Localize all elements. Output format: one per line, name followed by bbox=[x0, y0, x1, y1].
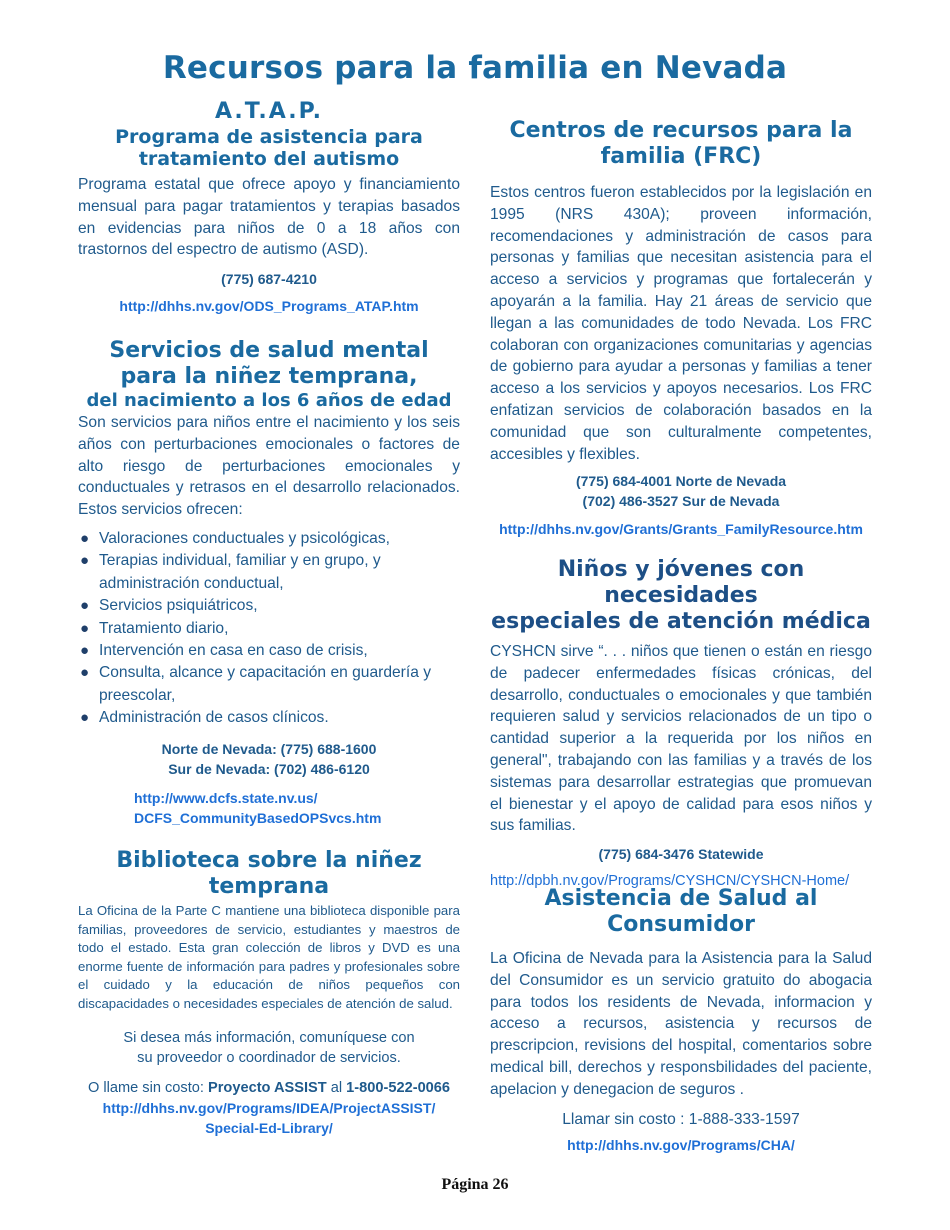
list-item: ● Intervención en casa en caso de crisis, bbox=[78, 640, 460, 662]
bullet-icon: ● bbox=[80, 529, 90, 547]
library-call-line bbox=[78, 1078, 460, 1099]
atap-description: Programa estatal que ofrece apoyo y financiamiento mensual para pagar tratamientos y terapias basados en evidencias para niños de 0 a 18 años con trastornos del espectro de autismo (ASD). bbox=[78, 176, 460, 259]
list-item: ● Tratamiento diario, bbox=[78, 618, 460, 640]
bullet-icon: ● bbox=[80, 619, 90, 637]
frc-section bbox=[490, 118, 872, 539]
cha-heading-1: Asistencia de Salud al bbox=[544, 886, 818, 911]
atap-heading: A.T.A.P. bbox=[214, 99, 324, 124]
library-call-prefix: O llame sin costo: bbox=[87, 1079, 209, 1096]
atap-section bbox=[78, 98, 460, 316]
cyshcn-heading-2: especiales de atención médica bbox=[491, 609, 871, 634]
library-section bbox=[78, 848, 460, 1138]
library-link[interactable] bbox=[78, 1098, 460, 1138]
mental-health-link-line-1[interactable]: http://www.dcfs.state.nv.us/ bbox=[134, 789, 318, 806]
mental-health-heading-2: para la niñez temprana, bbox=[120, 364, 418, 389]
atap-link[interactable]: http://dhhs.nv.gov/ODS_Programs_ATAP.htm bbox=[119, 298, 419, 315]
cha-section bbox=[490, 886, 872, 1155]
atap-phone: (775) 687-4210 bbox=[221, 271, 317, 288]
cyshcn-section bbox=[490, 557, 872, 891]
library-info-line-2: su proveedor o coordinador de servicios. bbox=[137, 1050, 401, 1067]
library-link-line-1[interactable]: http://dhhs.nv.gov/Programs/IDEA/ProjectASSIST/ bbox=[102, 1100, 436, 1117]
cha-description: La Oficina de Nevada para la Asistencia para la Salud del Consumidor es un servicio gratuito do abogacia para todos los residents de Nevada, informacion y acceso a recursos, asistencia y recursos de prescripcion, revisions del hospital, comentarios sobre medical bill, derechos y responsbilidades del paciente, apelacion y denegacion de seguros . bbox=[490, 950, 872, 1098]
page-title: Recursos para la familia en Nevada bbox=[162, 50, 788, 86]
mental-health-phone-north: Norte de Nevada: (775) 688-1600 bbox=[161, 740, 377, 757]
mental-health-description: Son servicios para niños entre el nacimiento y los seis años con perturbaciones emocionales o factores de alto riesgo de perturbaciones emocionales y conductuales y retrasos en el desarrollo relacionados. Estos servicios ofrecen: bbox=[78, 414, 460, 519]
atap-subheading-2: tratamiento del autismo bbox=[138, 148, 400, 170]
cha-heading-2: Consumidor bbox=[607, 912, 755, 937]
frc-link[interactable]: http://dhhs.nv.gov/Grants/Grants_FamilyResource.htm bbox=[499, 521, 863, 538]
frc-heading-2: familia (FRC) bbox=[600, 144, 762, 169]
library-link-line-2[interactable]: Special-Ed-Library/ bbox=[205, 1120, 333, 1137]
cha-phone: Llamar sin costo : 1-888-333-1597 bbox=[562, 1110, 800, 1128]
library-info bbox=[78, 1028, 460, 1069]
list-item: ● Administración de casos clínicos. bbox=[78, 707, 460, 729]
bullet-icon: ● bbox=[80, 597, 90, 615]
bullet-icon: ● bbox=[80, 552, 90, 570]
mental-health-section bbox=[78, 338, 460, 828]
bullet-icon: ● bbox=[80, 709, 90, 727]
library-call-number: 1-800-522-0066 bbox=[346, 1079, 451, 1096]
cyshcn-heading-1: Niños y jóvenes con necesidades bbox=[557, 557, 805, 608]
mental-health-link[interactable] bbox=[134, 788, 460, 828]
cha-link[interactable]: http://dhhs.nv.gov/Programs/CHA/ bbox=[567, 1136, 795, 1153]
list-item: ● Terapias individual, familiar y en grupo, y administración conductual, bbox=[80, 552, 381, 592]
mental-health-link-line-2[interactable]: DCFS_CommunityBasedOPSvcs.htm bbox=[134, 809, 382, 826]
mental-health-heading-3: del nacimiento a los 6 años de edad bbox=[86, 390, 452, 411]
list-item: ● Servicios psiquiátricos, bbox=[78, 595, 460, 617]
library-info-line-1: Si desea más información, comuníquese con bbox=[123, 1029, 415, 1046]
mental-health-services-list bbox=[78, 528, 460, 730]
mental-health-heading-1: Servicios de salud mental bbox=[109, 338, 429, 363]
list-item: ● Valoraciones conductuales y psicológicas, bbox=[78, 528, 460, 550]
list-item: ● Consulta, alcance y capacitación en guardería y preescolar, bbox=[80, 664, 431, 704]
cyshcn-link[interactable]: http://dpbh.nv.gov/Programs/CYSHCN/CYSHCN-Home/ bbox=[490, 873, 850, 890]
frc-phone-north: (775) 684-4001 Norte de Nevada bbox=[575, 473, 787, 490]
library-call-org: Proyecto ASSIST bbox=[208, 1079, 327, 1096]
bullet-icon: ● bbox=[80, 664, 90, 682]
cyshcn-description: CYSHCN sirve “. . . niños que tienen o están en riesgo de padecer enfermedades físicas crónicas, del desarrollo, conductuales o emocionales y que también requieren salud y servicios relacionados de un tipo o cantidad superior a la requerida por los niños en general", trabajando con las familias y a través de los sistemas para desarrollar estrategias que promuevan el bienestar y el apoyo de calidad para esos niños y sus familias. bbox=[490, 643, 872, 835]
bullet-icon: ● bbox=[80, 642, 90, 660]
library-heading-1: Biblioteca sobre la niñez bbox=[116, 848, 422, 873]
library-description: La Oficina de la Parte C mantiene una biblioteca disponible para familias, proveedores de servicio, estudiantes y maestros de todo el estado. Esta gran colección de libros y DVD es una enorme fuente de información para padres y profesionales sobre el cuidado y la educación de niños pequeños con discapacidades o necesidades especiales de atención de salud. bbox=[78, 903, 460, 1011]
frc-phone-south: (702) 486-3527 Sur de Nevada bbox=[582, 493, 780, 510]
library-heading-2: temprana bbox=[208, 874, 330, 899]
page-number: Página 26 bbox=[441, 1176, 509, 1193]
mental-health-phone-south: Sur de Nevada: (702) 486-6120 bbox=[168, 760, 370, 777]
cyshcn-phone: (775) 684-3476 Statewide bbox=[598, 846, 764, 863]
atap-subheading-1: Programa de asistencia para bbox=[115, 126, 423, 148]
frc-heading-1: Centros de recursos para la bbox=[509, 118, 853, 143]
library-call-mid: al bbox=[326, 1079, 347, 1096]
frc-description: Estos centros fueron establecidos por la legislación en 1995 (NRS 430A); proveen información, recomendaciones y administración de casos para personas y familias que necesitan asistencia para el acceso a servicios y programas que fortalecerán y apoyarán a la familia. Hay 21 áreas de servicio que llegan a las comunidades de todo Nevada. Los FRC colaboran con organizaciones comunitarias y agencias de gobierno para ayudar a personas y familias a tener acceso a los servicios y apoyos necesarios. Los FRC enfatizan servicios de colaboración basados en la comunidad que son culturalmente competentes, accesibles y flexibles. bbox=[490, 184, 872, 463]
